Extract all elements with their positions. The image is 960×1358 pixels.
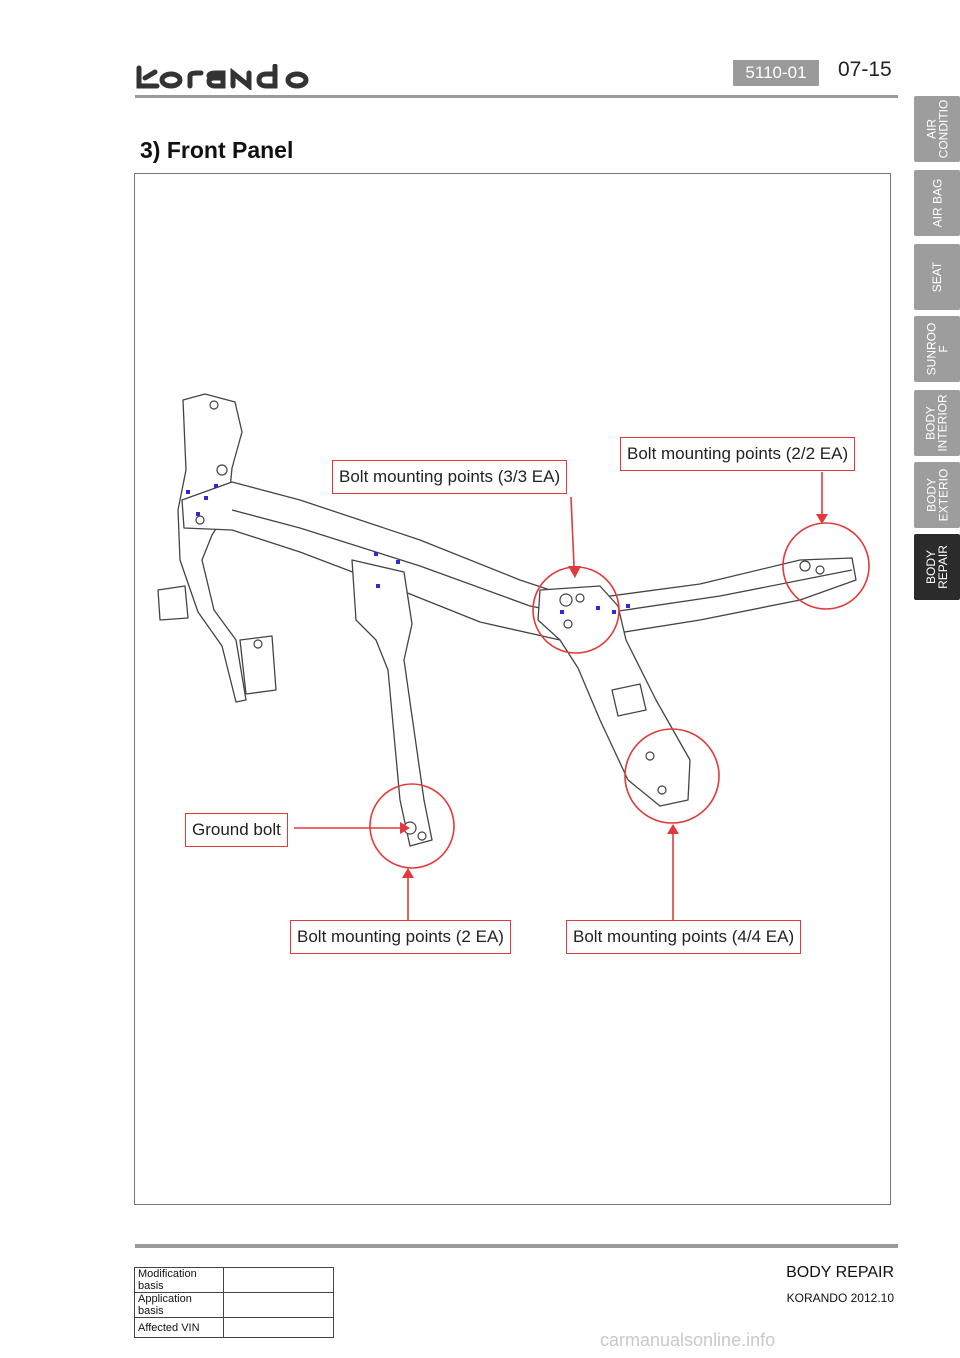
table-row	[135, 1293, 334, 1318]
table-row	[135, 1318, 334, 1338]
table-cell-value	[224, 1268, 334, 1293]
callout-ground-bolt: Ground bolt	[185, 813, 288, 847]
table-cell-label: Modification basis	[135, 1268, 224, 1293]
callout-bolt-4-4: Bolt mounting points (4/4 EA)	[566, 920, 801, 954]
revision-table	[134, 1267, 334, 1338]
tab-body-repair[interactable]: BODY REPAIR	[914, 534, 960, 600]
watermark: carmanualsonline.info	[600, 1330, 776, 1350]
table-row	[135, 1268, 334, 1293]
section-title: 3) Front Panel	[140, 137, 294, 163]
table-cell-label: Application basis	[135, 1293, 224, 1318]
footer-rule	[135, 1244, 898, 1248]
center-support	[352, 560, 432, 846]
upper-cross-member	[182, 482, 856, 640]
left-bracket	[178, 394, 246, 702]
table-cell-value	[224, 1293, 334, 1318]
callout-bolt-3-3: Bolt mounting points (3/3 EA)	[332, 460, 567, 494]
table-cell-value	[224, 1318, 334, 1338]
tab-body-exterior[interactable]: BODY EXTERIO	[914, 462, 960, 528]
callout-bolt-2: Bolt mounting points (2 EA)	[290, 920, 511, 954]
tab-air-bag[interactable]: AIR BAG	[914, 170, 960, 236]
left-bracket-flange	[158, 586, 188, 620]
footer-title: BODY REPAIR	[786, 1264, 894, 1281]
section-code-badge: 5110-01	[733, 60, 819, 86]
tab-air-conditioning[interactable]: AIR CONDITIO	[914, 96, 960, 162]
tab-body-interior[interactable]: BODY INTERIOR	[914, 390, 960, 456]
callout-bolt-2-2: Bolt mounting points (2/2 EA)	[620, 437, 855, 471]
table-cell-label: Affected VIN	[135, 1318, 224, 1338]
tab-seat[interactable]: SEAT	[914, 244, 960, 310]
footer-subtitle: KORANDO 2012.10	[786, 1291, 894, 1305]
tab-sunroof[interactable]: SUNROO F	[914, 316, 960, 382]
page-number: 07-15	[838, 58, 892, 81]
